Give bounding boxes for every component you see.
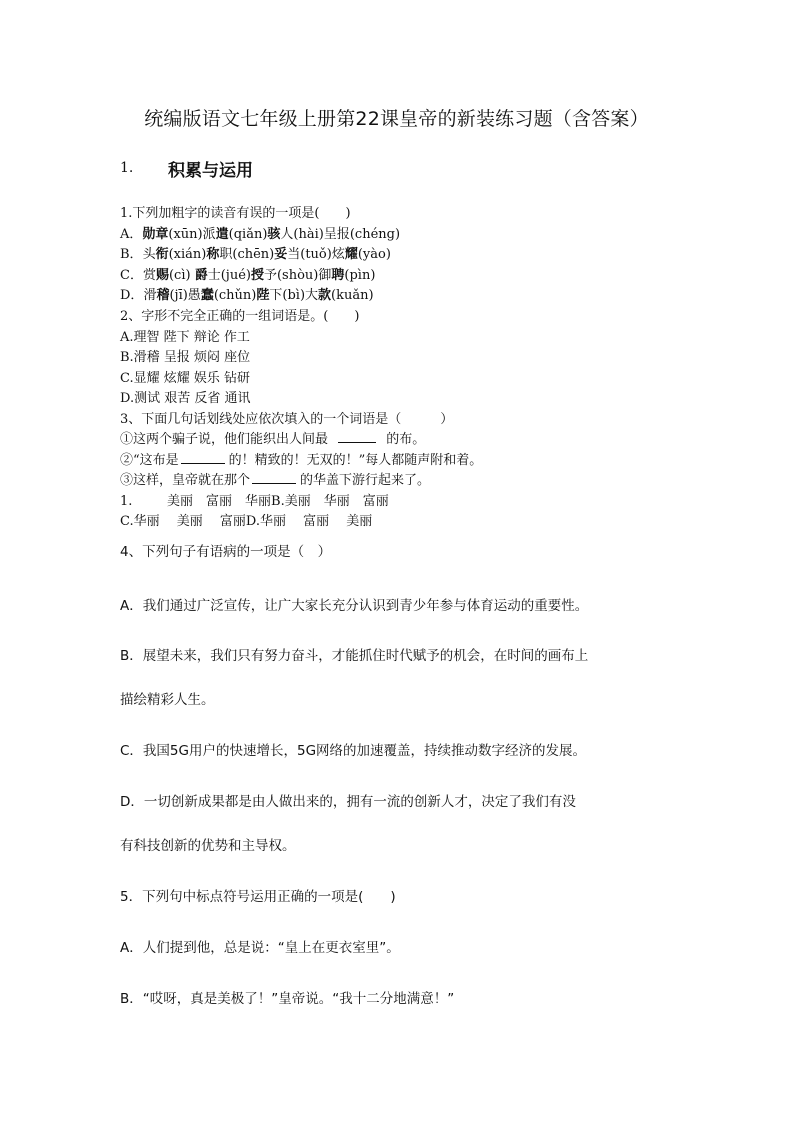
- bold-char: 妥: [274, 247, 288, 262]
- bold-char: 授: [250, 268, 264, 283]
- bold-char: 稽: [156, 288, 170, 303]
- option-text: (kuǎn): [331, 288, 374, 303]
- q1-option-b: [120, 243, 391, 262]
- q3-option-a-label: 1.: [120, 494, 133, 509]
- bold-char: 遣: [215, 227, 229, 242]
- q3-sentence-2: [120, 449, 482, 468]
- q4-option-c: C．我国5G用户的快速增长，5G网络的加速覆盖，持续推动数字经济的发展。: [120, 743, 587, 759]
- option-text: 人(hài)呈报(chéng): [280, 227, 401, 242]
- q3-s2-part-b: 的！精致的！无双的！”每人都随声附和着。: [228, 453, 483, 468]
- fill-blank-3: [252, 471, 296, 484]
- bold-char: 衔: [155, 247, 169, 262]
- section-title: 积累与运用: [168, 161, 253, 181]
- option-text: 头: [142, 247, 156, 262]
- q3-stem: 3、下面几句话划线处应依次填入的一个词语是（ ）: [120, 412, 454, 427]
- q3-s2-part-a: ②“这布是: [120, 453, 179, 468]
- option-text: (chǔn): [213, 288, 257, 303]
- q3-s3-part-b: 的华盖下游行起来了。: [300, 473, 431, 488]
- option-letter: C．: [120, 268, 143, 283]
- q3-option-c-words: 华丽 美丽 富丽: [133, 514, 246, 529]
- fill-blank-1: [338, 430, 376, 443]
- q1-option-a: [120, 223, 400, 242]
- q4-option-a: A．我们通过广泛宣传，让广大家长充分认识到青少年参与体育运动的重要性。: [120, 598, 589, 614]
- fill-blank-2: [181, 451, 225, 464]
- option-text: (cì): [168, 268, 195, 283]
- option-text: (jī)愚: [169, 288, 201, 303]
- q3-option-b-words: 美丽 华丽 富丽: [284, 494, 389, 509]
- bold-char: 勋章: [142, 227, 169, 242]
- bold-char: 款: [318, 288, 332, 303]
- q1-option-c: [120, 264, 375, 283]
- q3-s3-part-a: ③这样，皇帝就在那个: [120, 473, 251, 488]
- option-text: (qiǎn): [228, 227, 268, 242]
- section-number: 1.: [120, 160, 134, 176]
- bold-char: 蠢: [200, 288, 214, 303]
- q4-stem: 4、下列句子有语病的一项是（ ）: [120, 544, 332, 560]
- bold-char: 陛: [256, 288, 270, 303]
- q4-option-b-line-1: B．展望未来，我们只有努力奋斗，才能抓住时代赋予的机会，在时间的画布上: [120, 648, 589, 664]
- q1-stem: 1.下列加粗字的读音有误的一项是( ): [120, 206, 351, 221]
- q4-option-d-line-2: 有科技创新的优势和主导权。: [120, 838, 296, 854]
- bold-char: 爵: [194, 268, 208, 283]
- q3-option-d-words: 华丽 富丽 美丽: [259, 514, 373, 529]
- option-text: 职(chēn): [219, 247, 275, 262]
- q3-option-b-label: B.: [271, 494, 285, 509]
- option-text: 当(tuǒ)炫: [287, 247, 345, 262]
- option-text: 士(jué): [207, 268, 251, 283]
- q5-stem: 5．下列句中标点符号运用正确的一项是( ): [120, 889, 396, 905]
- q4-option-d-line-1: D．一切创新成果都是由人做出来的，拥有一流的创新人才，决定了我们有没: [120, 794, 576, 810]
- bold-char: 称: [206, 247, 220, 262]
- option-letter: B．: [120, 247, 143, 262]
- q3-options-row-1: [120, 490, 389, 509]
- q1-option-d: [120, 284, 374, 303]
- bold-char: 骇: [267, 227, 281, 242]
- option-text: 滑: [143, 288, 157, 303]
- q5-option-b: B．“哎呀，真是美极了！”皇帝说。“我十二分地满意！”: [120, 991, 455, 1007]
- q3-s1-part-b: 的布。: [386, 432, 426, 447]
- option-text: (pìn): [344, 268, 376, 283]
- option-text: 予(shòu)御: [263, 268, 332, 283]
- q3-s1-part-a: ①这两个骗子说，他们能织出人间最: [120, 432, 329, 447]
- q3-sentence-1: [120, 428, 425, 447]
- q3-option-d-label: D.: [245, 514, 260, 529]
- q2-option-d: D.测试 艰苦 反省 通讯: [120, 391, 251, 406]
- option-text: (yào): [357, 247, 391, 262]
- q2-option-a: A.理智 陛下 辩论 作工: [120, 330, 250, 345]
- q2-stem: 2、字形不完全正确的一组词语是。( ): [120, 309, 360, 324]
- q3-option-c-label: C.: [120, 514, 134, 529]
- q5-option-a: A．人们提到他，总是说：“皇上在更衣室里”。: [120, 940, 400, 956]
- q2-option-b: B.滑稽 呈报 烦闷 座位: [120, 350, 251, 365]
- q2-option-c: C.显耀 炫耀 娱乐 钻研: [120, 371, 251, 386]
- q3-sentence-3: [120, 469, 430, 488]
- option-letter: A．: [120, 227, 143, 242]
- option-text: 赏: [142, 268, 156, 283]
- bold-char: 赐: [155, 268, 169, 283]
- bold-char: 耀: [344, 247, 358, 262]
- option-text: (xūn)派: [168, 227, 216, 242]
- q3-option-a-words: 美丽 富丽 华丽: [167, 494, 272, 509]
- bold-char: 聘: [331, 268, 345, 283]
- page-title: 统编版语文七年级上册第22课皇帝的新装练习题（含答案）: [144, 108, 649, 130]
- option-text: (xián): [168, 247, 207, 262]
- option-text: 下(bì)大: [269, 288, 319, 303]
- q3-options-row-2: [120, 510, 372, 529]
- q4-option-b-line-2: 描绘精彩人生。: [120, 692, 215, 708]
- option-letter: D．: [120, 288, 144, 303]
